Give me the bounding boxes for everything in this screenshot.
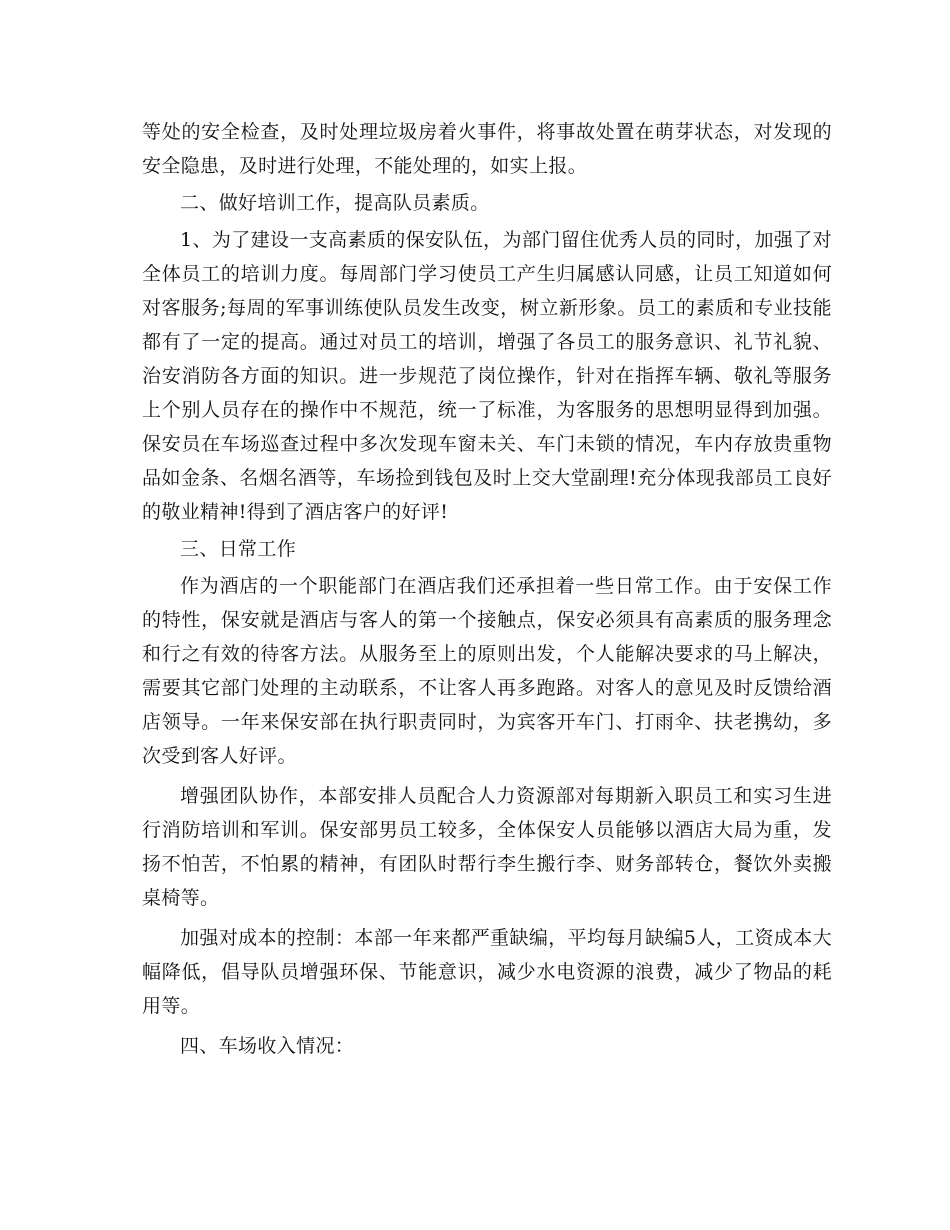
section-heading-daily-work: 三、日常工作 xyxy=(180,538,297,560)
paragraph-safety-check: 等处的安全检查，及时处理垃圾房着火事件，将事故处置在萌芽状态，对发现的安全隐患，及时进行处理，不能处理的，如实上报。 xyxy=(142,121,832,177)
paragraph-daily-work: 作为酒店的一个职能部门在酒店我们还承担着一些日常工作。由于安保工作的特性，保安就是酒店与客人的第一个接触点，保安必须具有高素质的服务理念和行之有效的待客方法。从服务至上的原则出发，个人能解决要求的马上解决，需要其它部门处理的主动联系，不让客人再多跑路。对客人的意见及时反馈给酒店领导。一年来保安部在执行职责同时，为宾客开车门、打雨伞、扶老携幼，多次受到客人好评。 xyxy=(142,575,832,767)
paragraph-training: 1、为了建设一支高素质的保安队伍，为部门留住优秀人员的同时，加强了对全体员工的培训力度。每周部门学习使员工产生归属感认同感，让员工知道如何对客服务;每周的军事训练使队员发生改变，树立新形象。员工的素质和专业技能都有了一定的提高。通过对员工的培训，增强了各员工的服务意识、礼节礼貌、治安消防各方面的知识。进一步规范了岗位操作，针对在指挥车辆、敬礼等服务上个别人员存在的操作中不规范，统一了标准，为客服务的思想明显得到加强。保安员在车场巡查过程中多次发现车窗未关、车门未锁的情况，车内存放贵重物品如金条、名烟名酒等，车场捡到钱包及时上交大堂副理!充分体现我部员工良好的敬业精神!得到了酒店客户的好评! xyxy=(142,229,832,523)
paragraph-cost-control: 加强对成本的控制：本部一年来都严重缺编，平均每月缺编5人，工资成本大幅降低，倡导队员增强环保、节能意识，减少水电资源的浪费，减少了物品的耗用等。 xyxy=(142,927,832,1017)
section-heading-training: 二、做好培训工作，提高队员素质。 xyxy=(180,192,490,214)
document-body xyxy=(142,115,832,1066)
paragraph-teamwork: 增强团队协作，本部安排人员配合人力资源部对每期新入职员工和实习生进行消防培训和军训。保安部男员工较多，全体保安人员能够以酒店大局为重，发扬不怕苦，不怕累的精神，有团队时帮行李生搬行李、财务部转仓，餐饮外卖搬桌椅等。 xyxy=(142,785,832,909)
section-heading-parking-income: 四、车场收入情况： xyxy=(180,1035,355,1057)
